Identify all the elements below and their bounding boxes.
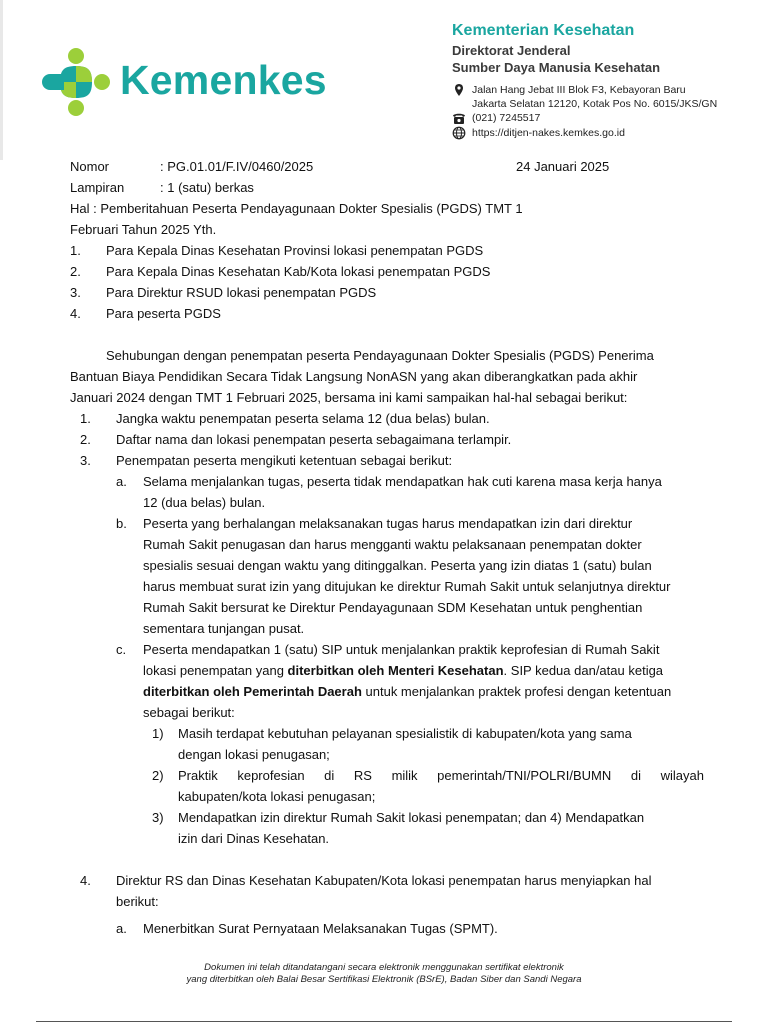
sub-c-line: lokasi penempatan yang diterbitkan oleh Menteri Kesehatan. SIP kedua dan/atau ketiga: [143, 663, 664, 678]
sub-point-number: a.: [116, 474, 127, 489]
phone-row: [452, 111, 540, 125]
sub-c-line: Peserta mendapatkan 1 (satu) SIP untuk menjalankan praktik keprofesian di Rumah Sakit: [143, 642, 660, 657]
telephone-icon: [452, 111, 466, 125]
point-number: 4.: [80, 873, 91, 888]
location-pin-icon: [452, 83, 466, 97]
footer-line-1: Dokumen ini telah ditandatangani secara elektronik menggunakan sertifikat elektronik: [204, 962, 564, 973]
recipient-item: 4. Para peserta PGDS: [70, 306, 221, 321]
phone-number: (021) 7245517: [472, 112, 541, 124]
sub-c-item-line: kabupaten/kota lokasi penugasan;: [178, 789, 376, 804]
sub-b-line: Rumah Sakit bersurat ke Direktur Pendayagunaan SDM Kesehatan untuk penghentian: [143, 600, 643, 615]
website-link[interactable]: https://ditjen-nakes.kemkes.go.id: [472, 127, 625, 139]
directorate-line-1: Direktorat Jenderal: [452, 43, 571, 58]
sub-b-line: sementara tunjangan pusat.: [143, 621, 305, 636]
sub-c-item-number: 2): [152, 768, 164, 783]
sub-a-line: 12 (dua belas) bulan.: [143, 495, 266, 510]
sub-b-line: harus membuat surat izin yang ditujukan ke direktur Rumah Sakit untuk selanjutnya direktur: [143, 579, 671, 594]
point-4a-text: Menerbitkan Surat Pernyataan Melaksanakan Tugas (SPMT).: [143, 921, 498, 936]
website-row: [452, 126, 625, 140]
footer-line-2: yang diterbitkan oleh Balai Besar Sertifikasi Elektronik (BSrE), Badan Siber dan Sandi Negara: [186, 974, 582, 985]
sub-c-item-line: izin dari Dinas Kesehatan.: [178, 831, 330, 846]
recipient-item: 1. Para Kepala Dinas Kesehatan Provinsi lokasi penempatan PGDS: [70, 243, 484, 258]
directorate-line-2: Sumber Daya Manusia Kesehatan: [452, 60, 661, 75]
sub-b-line: Rumah Sakit penugasan dan harus mengganti waktu pelaksanaan penempatan dokter: [143, 537, 642, 552]
point-text: Daftar nama dan lokasi penempatan peserta sebagaimana terlampir.: [116, 432, 512, 447]
sub-c-item-line: Mendapatkan izin direktur Rumah Sakit lokasi penempatan; dan 4) Mendapatkan: [178, 810, 645, 825]
recipient-item: 3. Para Direktur RSUD lokasi penempatan PGDS: [70, 285, 377, 300]
point-4-line: berikut:: [116, 894, 159, 909]
sub-c-line: sebagai berikut:: [143, 705, 235, 720]
intro-line-1: Sehubungan dengan penempatan peserta Pendayagunaan Dokter Spesialis (PGDS) Penerima: [106, 348, 654, 363]
point-number: 3.: [80, 453, 91, 468]
lampiran-label: Lampiran: [70, 180, 125, 195]
intro-line-3: Januari 2024 dengan TMT 1 Februari 2025, bersama ini kami sampaikan hal-hal sebagai berikut:: [70, 390, 628, 405]
point-4-line: Direktur RS dan Dinas Kesehatan Kabupaten/Kota lokasi penempatan harus menyiapkan hal: [116, 873, 652, 888]
brand-name: Kemenkes: [120, 57, 327, 103]
recipient-item: 2. Para Kepala Dinas Kesehatan Kab/Kota lokasi penempatan PGDS: [70, 264, 491, 279]
ministry-name: Kementerian Kesehatan: [452, 22, 635, 39]
subject-line-1: Hal : Pemberitahuan Peserta Pendayagunaan Dokter Spesialis (PGDS) TMT 1: [70, 201, 523, 216]
intro-line-2: Bantuan Biaya Pendidikan Secara Tidak Langsung NonASN yang akan diberangkatkan pada akhir: [70, 369, 638, 384]
point-number: 1.: [80, 411, 91, 426]
address-line-2: Jakarta Selatan 12120, Kotak Pos No. 6015/JKS/GN: [472, 98, 718, 110]
address-line-1: Jalan Hang Jebat III Blok F3, Kebayoran Baru: [472, 84, 686, 96]
sub-c-item-line: Praktik keprofesian di RS milik pemerintah/TNI/POLRI/BUMN di wilayah: [178, 768, 704, 783]
footer-divider: [36, 1021, 732, 1022]
globe-icon: [452, 126, 466, 140]
sub-point-number: b.: [116, 516, 127, 531]
sub-c-line: diterbitkan oleh Pemerintah Daerah untuk menjalankan praktek profesi dengan ketentuan: [143, 684, 672, 699]
sub-a-line: Selama menjalankan tugas, peserta tidak mendapatkan hak cuti karena masa kerja hanya: [143, 474, 662, 489]
sub-b-line: spesialis sesuai dengan waktu yang ditinggalkan. Peserta yang izin diatas 1 (satu) bulan: [143, 558, 652, 573]
bold-phrase: diterbitkan oleh Pemerintah Daerah: [143, 684, 362, 699]
sub-c-item-line: Masih terdapat kebutuhan pelayanan spesialistik di kabupaten/kota yang sama: [178, 726, 632, 741]
address-block: [452, 83, 717, 111]
sub-c-item-number: 3): [152, 810, 164, 825]
nomor-value: : PG.01.01/F.IV/0460/2025: [160, 159, 314, 174]
subject-line-2: Februari Tahun 2025 Yth.: [70, 222, 217, 237]
sub-c-item-number: 1): [152, 726, 164, 741]
point-number: 2.: [80, 432, 91, 447]
point-text: Jangka waktu penempatan peserta selama 12 (dua belas) bulan.: [116, 411, 490, 426]
bold-phrase: diterbitkan oleh Menteri Kesehatan: [287, 663, 504, 678]
sub-c-item-line: dengan lokasi penugasan;: [178, 747, 330, 762]
letter-date: 24 Januari 2025: [516, 159, 610, 174]
nomor-label: Nomor: [70, 159, 110, 174]
sub-point-number: c.: [116, 642, 127, 657]
sub-point-number: a.: [116, 921, 127, 936]
page-edge: [0, 0, 3, 160]
lampiran-value: : 1 (satu) berkas: [160, 180, 254, 195]
kemenkes-logo-icon: [40, 46, 112, 118]
point-text: Penempatan peserta mengikuti ketentuan sebagai berikut:: [116, 453, 453, 468]
e-signature-notice: [0, 962, 768, 986]
sub-b-line: Peserta yang berhalangan melaksanakan tugas harus mendapatkan izin dari direktur: [143, 516, 633, 531]
